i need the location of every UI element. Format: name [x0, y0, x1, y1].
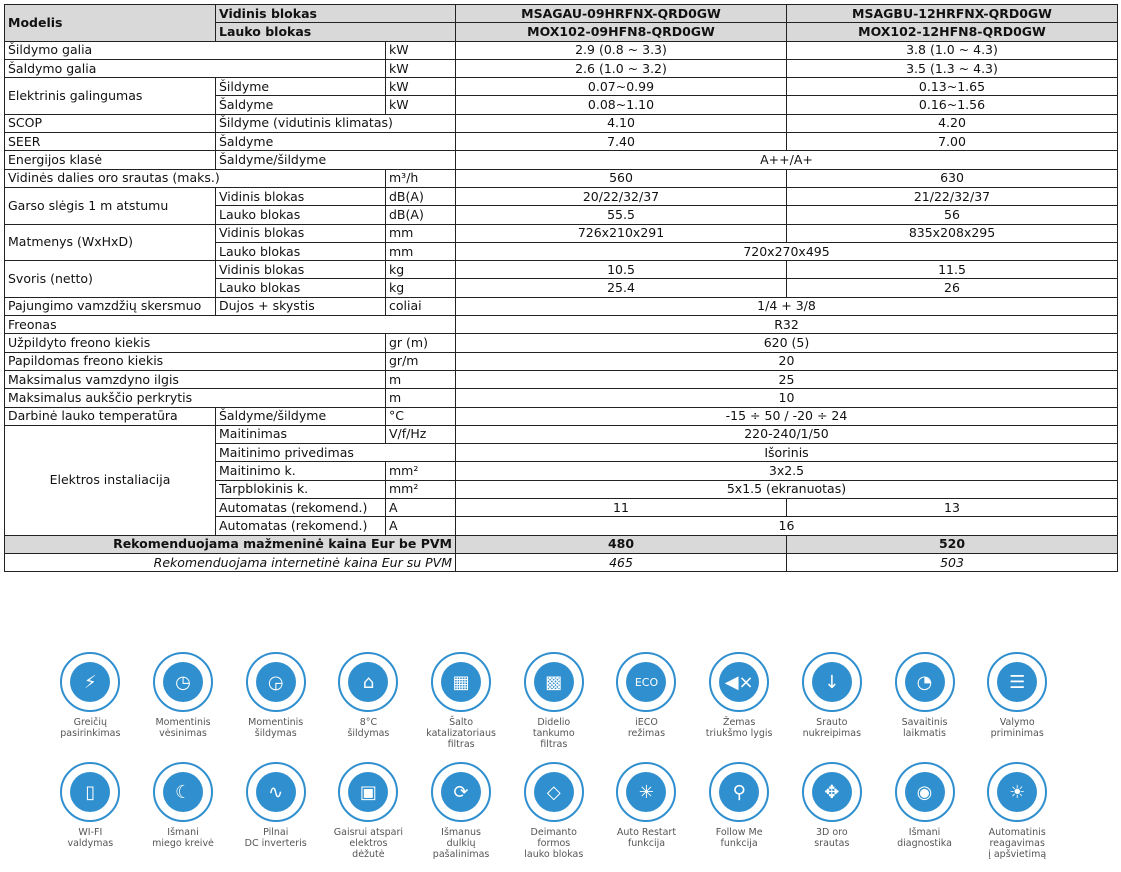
feature-item: [415, 762, 508, 872]
price-label: Rekomenduojama mažmeninė kaina Eur be PVM: [5, 535, 456, 553]
airflow-direction-icon: [802, 652, 862, 712]
value-1: 2.6 (1.0 ~ 3.2): [456, 59, 787, 77]
row-label: Matmenys (WxHxD): [5, 224, 216, 261]
feature-item: [415, 652, 508, 762]
row-label: Maksimalus aukščio perkrytis: [5, 389, 386, 407]
value-2: 11.5: [787, 261, 1118, 279]
table-row: [5, 425, 1118, 443]
spec-table: [4, 4, 1118, 572]
eco-icon: [616, 652, 676, 712]
row-unit: m: [386, 370, 456, 388]
value-2: 13: [787, 499, 1118, 517]
row-unit: kg: [386, 279, 456, 297]
value-1: 560: [456, 169, 787, 187]
icon-glyph: ◀×: [719, 662, 759, 702]
header-modelis: Modelis: [5, 5, 216, 42]
house-heat-icon: [338, 652, 398, 712]
row-unit: m: [386, 389, 456, 407]
value-1: 4.10: [456, 114, 787, 132]
row-unit: dB(A): [386, 187, 456, 205]
value-2: 630: [787, 169, 1118, 187]
row-sublabel: Tarpblokinis k.: [216, 480, 386, 498]
icon-glyph: ▦: [441, 662, 481, 702]
price-value-1: 480: [456, 535, 787, 553]
value-shared: R32: [456, 316, 1118, 334]
reminder-icon: [987, 652, 1047, 712]
price-row: [5, 535, 1118, 553]
feature-icons-row-2: [44, 762, 1064, 872]
inverter-icon: [246, 762, 306, 822]
wifi-icon: [60, 762, 120, 822]
row-sublabel: Šildyme: [216, 78, 386, 96]
icon-glyph: ◇: [534, 772, 574, 812]
row-label: Šildymo galia: [5, 41, 386, 59]
row-label: Pajungimo vamzdžių skersmuo: [5, 297, 216, 315]
row-unit: dB(A): [386, 206, 456, 224]
feature-label: Automatinis reagavimas į apšvietimą: [988, 827, 1047, 860]
icon-glyph: ⚡: [70, 662, 110, 702]
icon-glyph: ↓: [812, 662, 852, 702]
row-unit: A: [386, 517, 456, 535]
row-label: Elektros instaliacija: [5, 425, 216, 535]
auto-restart-icon: [616, 762, 676, 822]
feature-icons-row-1: [44, 652, 1064, 762]
value-shared: 3x2.5: [456, 462, 1118, 480]
feature-label: Savaitinis laikmatis: [901, 717, 948, 739]
feature-icons: [44, 652, 1064, 872]
row-label: SCOP: [5, 114, 216, 132]
feature-label: Valymo priminimas: [990, 717, 1044, 739]
row-label: Svoris (netto): [5, 261, 216, 298]
value-2: 0.13~1.65: [787, 78, 1118, 96]
value-1: 20/22/32/37: [456, 187, 787, 205]
cool-timer-icon: [153, 652, 213, 712]
value-shared: Išorinis: [456, 444, 1118, 462]
table-row: [5, 407, 1118, 425]
icon-glyph: ∿: [256, 772, 296, 812]
icon-glyph: ⟳: [441, 772, 481, 812]
row-sublabel: Šaldyme/šildyme: [216, 407, 386, 425]
row-label: Maksimalus vamzdyno ilgis: [5, 370, 386, 388]
row-unit: kW: [386, 41, 456, 59]
value-shared: 720x270x495: [456, 242, 1118, 260]
row-unit: gr/m: [386, 352, 456, 370]
row-sublabel: Automatas (rekomend.): [216, 499, 386, 517]
row-label: Šaldymo galia: [5, 59, 386, 77]
feature-item: [600, 762, 693, 872]
feature-label: Gaisrui atspari elektros dėžutė: [333, 827, 404, 860]
internet-price-value-1: 465: [456, 553, 787, 571]
row-unit: mm²: [386, 462, 456, 480]
feature-label: WI-FI valdymas: [67, 827, 114, 849]
feature-item: [971, 762, 1064, 872]
header-row-1: [5, 5, 1118, 23]
dust-removal-icon: [431, 762, 491, 822]
feature-item: [137, 762, 230, 872]
row-sublabel: Automatas (rekomend.): [216, 517, 386, 535]
icon-glyph: ☾: [163, 772, 203, 812]
light-sensor-icon: [987, 762, 1047, 822]
row-label: Papildomas freono kiekis: [5, 352, 386, 370]
icon-glyph: ECO: [626, 662, 666, 702]
value-2: 835x208x295: [787, 224, 1118, 242]
row-label: Elektrinis galingumas: [5, 78, 216, 115]
value-2: 26: [787, 279, 1118, 297]
feature-label: Didelio tankumo filtras: [532, 717, 575, 750]
feature-item: [44, 762, 137, 872]
diagnostics-icon: [895, 762, 955, 822]
feature-label: iECO režimas: [627, 717, 666, 739]
row-sublabel: Maitinimo k.: [216, 462, 386, 480]
feature-label: Pilnai DC inverteris: [244, 827, 307, 849]
feature-label: Momentinis šildymas: [248, 717, 304, 739]
feature-item: [878, 762, 971, 872]
row-sublabel: Maitinimas: [216, 425, 386, 443]
follow-me-icon: [709, 762, 769, 822]
value-shared: 620 (5): [456, 334, 1118, 352]
diamond-outdoor-icon: [524, 762, 584, 822]
table-row: [5, 114, 1118, 132]
feature-item: [786, 762, 879, 872]
row-unit: °C: [386, 407, 456, 425]
value-shared: 25: [456, 370, 1118, 388]
row-label: Užpildyto freono kiekis: [5, 334, 386, 352]
icon-glyph: ◷: [163, 662, 203, 702]
feature-item: [322, 652, 415, 762]
row-sublabel: Šaldyme: [216, 133, 456, 151]
speedometer-icon: [60, 652, 120, 712]
row-unit: mm²: [386, 480, 456, 498]
icon-glyph: ▩: [534, 662, 574, 702]
value-shared: 5x1.5 (ekranuotas): [456, 480, 1118, 498]
feature-label: Follow Me funkcija: [715, 827, 763, 849]
table-row: [5, 261, 1118, 279]
table-row: [5, 41, 1118, 59]
row-sublabel: Dujos + skystis: [216, 297, 386, 315]
row-unit: kg: [386, 261, 456, 279]
table-row: [5, 169, 1118, 187]
model2-indoor: MSAGBU-12HRFNX-QRD0GW: [787, 5, 1118, 23]
fireproof-box-icon: [338, 762, 398, 822]
internet-price-row: [5, 553, 1118, 571]
3d-airflow-icon: [802, 762, 862, 822]
row-sublabel: Vidinis blokas: [216, 261, 386, 279]
feature-label: Srauto nukreipimas: [802, 717, 862, 739]
table-row: [5, 389, 1118, 407]
row-sublabel: Vidinis blokas: [216, 224, 386, 242]
feature-item: [229, 762, 322, 872]
icon-glyph: ◶: [256, 662, 296, 702]
table-row: [5, 334, 1118, 352]
feature-label: Greičių pasirinkimas: [60, 717, 121, 739]
model1-outdoor: MOX102-09HFN8-QRD0GW: [456, 23, 787, 41]
row-label: Garso slėgis 1 m atstumu: [5, 187, 216, 224]
table-row: [5, 370, 1118, 388]
table-row: [5, 316, 1118, 334]
feature-item: [878, 652, 971, 762]
feature-item: [693, 652, 786, 762]
value-1: 10.5: [456, 261, 787, 279]
value-shared: -15 ÷ 50 / -20 ÷ 24: [456, 407, 1118, 425]
feature-item: [322, 762, 415, 872]
row-sublabel: Lauko blokas: [216, 206, 386, 224]
feature-label: Išmani miego kreivė: [152, 827, 214, 849]
weekly-timer-icon: [895, 652, 955, 712]
table-row: [5, 78, 1118, 96]
value-shared: 1/4 + 3/8: [456, 297, 1118, 315]
mute-icon: [709, 652, 769, 712]
value-1: 0.07~0.99: [456, 78, 787, 96]
model1-indoor: MSAGAU-09HRFNX-QRD0GW: [456, 5, 787, 23]
row-sublabel: Lauko blokas: [216, 242, 386, 260]
value-1: 55.5: [456, 206, 787, 224]
row-unit: gr (m): [386, 334, 456, 352]
catalyst-filter-icon: [431, 652, 491, 712]
row-label: Vidinės dalies oro srautas (maks.): [5, 169, 386, 187]
feature-label: 8°C šildymas: [347, 717, 390, 739]
feature-label: Auto Restart funkcija: [616, 827, 677, 849]
row-label: Darbinė lauko temperatūra: [5, 407, 216, 425]
value-shared: 16: [456, 517, 1118, 535]
model2-outdoor: MOX102-12HFN8-QRD0GW: [787, 23, 1118, 41]
row-unit: mm: [386, 224, 456, 242]
row-unit: m³/h: [386, 169, 456, 187]
value-2: 21/22/32/37: [787, 187, 1118, 205]
table-row: [5, 352, 1118, 370]
icon-glyph: ▣: [348, 772, 388, 812]
header-vidinis: Vidinis blokas: [216, 5, 456, 23]
row-sublabel: Vidinis blokas: [216, 187, 386, 205]
value-2: 3.8 (1.0 ~ 4.3): [787, 41, 1118, 59]
value-2: 7.00: [787, 133, 1118, 151]
table-row: [5, 187, 1118, 205]
icon-glyph: ✳: [626, 772, 666, 812]
value-shared: A++/A+: [456, 151, 1118, 169]
value-1: 7.40: [456, 133, 787, 151]
value-1: 726x210x291: [456, 224, 787, 242]
row-sublabel: Šaldyme/šildyme: [216, 151, 456, 169]
value-shared: 20: [456, 352, 1118, 370]
header-lauko: Lauko blokas: [216, 23, 456, 41]
row-unit: kW: [386, 96, 456, 114]
value-1: 25.4: [456, 279, 787, 297]
table-row: [5, 59, 1118, 77]
icon-glyph: ◔: [905, 662, 945, 702]
dense-filter-icon: [524, 652, 584, 712]
feature-label: 3D oro srautas: [814, 827, 850, 849]
value-shared: 10: [456, 389, 1118, 407]
table-row: [5, 151, 1118, 169]
icon-glyph: ⚲: [719, 772, 759, 812]
feature-item: [229, 652, 322, 762]
value-1: 11: [456, 499, 787, 517]
feature-item: [44, 652, 137, 762]
icon-glyph: ▯: [70, 772, 110, 812]
table-row: [5, 224, 1118, 242]
row-unit: coliai: [386, 297, 456, 315]
value-shared: 220-240/1/50: [456, 425, 1118, 443]
icon-glyph: ☰: [997, 662, 1037, 702]
row-label: Freonas: [5, 316, 456, 334]
feature-item: [786, 652, 879, 762]
internet-price-value-2: 503: [787, 553, 1118, 571]
icon-glyph: ☀: [997, 772, 1037, 812]
price-value-2: 520: [787, 535, 1118, 553]
internet-price-label: Rekomenduojama internetinė kaina Eur su PVM: [5, 553, 456, 571]
icon-glyph: ◉: [905, 772, 945, 812]
row-unit: A: [386, 499, 456, 517]
sleep-curve-icon: [153, 762, 213, 822]
feature-item: [693, 762, 786, 872]
feature-label: Šalto katalizatoriaus filtras: [426, 717, 496, 750]
row-unit: mm: [386, 242, 456, 260]
table-row: [5, 297, 1118, 315]
feature-label: Išmanus dulkių pašalinimas: [432, 827, 490, 860]
feature-label: Deimanto formos lauko blokas: [524, 827, 584, 860]
value-1: 2.9 (0.8 ~ 3.3): [456, 41, 787, 59]
feature-label: Momentinis vėsinimas: [155, 717, 211, 739]
row-sublabel: Šildyme (vidutinis klimatas): [216, 114, 456, 132]
feature-label: Žemas triukšmo lygis: [705, 717, 773, 739]
feature-item: [137, 652, 230, 762]
feature-item: [507, 652, 600, 762]
icon-glyph: ⌂: [348, 662, 388, 702]
row-unit: kW: [386, 78, 456, 96]
icon-glyph: ✥: [812, 772, 852, 812]
row-label: Energijos klasė: [5, 151, 216, 169]
value-2: 0.16~1.56: [787, 96, 1118, 114]
feature-item: [507, 762, 600, 872]
value-2: 4.20: [787, 114, 1118, 132]
row-sublabel: Lauko blokas: [216, 279, 386, 297]
value-1: 0.08~1.10: [456, 96, 787, 114]
value-2: 56: [787, 206, 1118, 224]
feature-item: [600, 652, 693, 762]
row-sublabel: Maitinimo privedimas: [216, 444, 456, 462]
feature-label: Išmani diagnostika: [897, 827, 952, 849]
row-label: SEER: [5, 133, 216, 151]
row-unit: kW: [386, 59, 456, 77]
row-sublabel: Šaldyme: [216, 96, 386, 114]
feature-item: [971, 652, 1064, 762]
value-2: 3.5 (1.3 ~ 4.3): [787, 59, 1118, 77]
heat-timer-icon: [246, 652, 306, 712]
row-unit: V/f/Hz: [386, 425, 456, 443]
table-row: [5, 133, 1118, 151]
